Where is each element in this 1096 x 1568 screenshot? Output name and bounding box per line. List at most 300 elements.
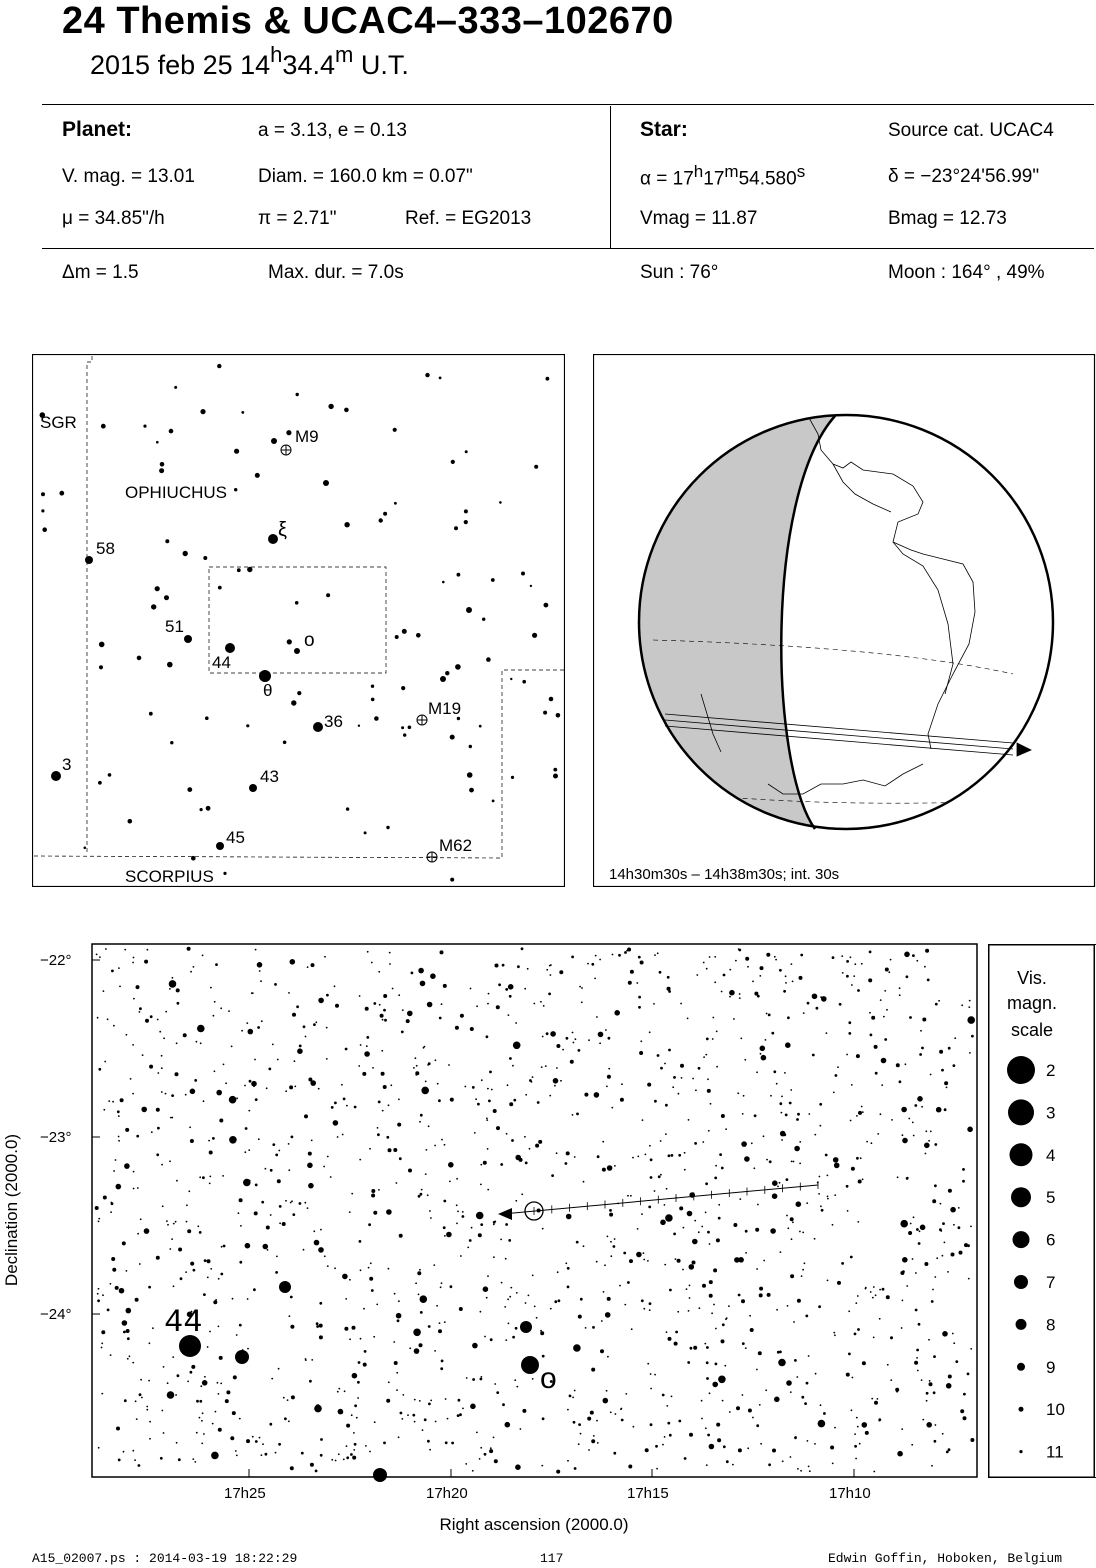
- chart-star: [645, 1448, 649, 1452]
- chart-star: [135, 1298, 139, 1302]
- chart-star: [278, 1443, 281, 1446]
- chart-star: [137, 1233, 139, 1235]
- finder-star: [225, 643, 235, 653]
- chart-star: [136, 1135, 139, 1138]
- chart-star: [232, 1298, 234, 1300]
- chart-star: [376, 1304, 378, 1306]
- chart-star: [861, 1106, 863, 1108]
- chart-star: [970, 1226, 972, 1228]
- chart-star: [292, 1213, 295, 1216]
- chart-star: [858, 1180, 862, 1184]
- chart-star: [113, 1025, 115, 1027]
- chart-star: [366, 1036, 369, 1039]
- chart-star: [716, 1423, 720, 1427]
- chart-star: [854, 963, 856, 965]
- chart-star: [357, 1381, 360, 1384]
- chart-star: [132, 1093, 134, 1095]
- globe-caption: 14h30m30s – 14h38m30s; int. 30s: [609, 866, 840, 883]
- chart-star: [942, 1433, 944, 1435]
- legend-dot: [1007, 1056, 1035, 1084]
- label-43: 43: [260, 767, 279, 786]
- chart-star: [343, 1098, 346, 1101]
- chart-star: [176, 1042, 178, 1044]
- chart-star: [908, 1231, 912, 1235]
- chart-star: [688, 1119, 690, 1121]
- chart-star: [335, 1004, 339, 1008]
- chart-star: [707, 1078, 709, 1080]
- chart-star: [220, 1007, 222, 1009]
- chart-star: [343, 1459, 345, 1461]
- chart-star: [525, 1162, 528, 1165]
- chart-star: [672, 1086, 674, 1088]
- chart-star: [796, 1118, 799, 1121]
- legend-label: 9: [1046, 1357, 1056, 1377]
- chart-star: [914, 1104, 917, 1107]
- finder-star: [216, 842, 224, 850]
- chart-star: [669, 1289, 672, 1292]
- chart-star: [873, 1286, 875, 1288]
- chart-star: [192, 1458, 194, 1460]
- chart-star: [203, 1100, 205, 1102]
- chart-star: [926, 1392, 929, 1395]
- chart-star: [533, 1003, 535, 1005]
- chart-star: [448, 1162, 454, 1168]
- chart-star: [655, 1445, 658, 1448]
- chart-star: [504, 1306, 506, 1308]
- chart-star: [424, 1418, 427, 1421]
- chart-star: [236, 1455, 238, 1457]
- chart-star: [684, 1457, 687, 1460]
- chart-star: [664, 1436, 666, 1438]
- chart-star: [575, 1038, 577, 1040]
- chart-star: [734, 1257, 740, 1263]
- chart-star: [290, 959, 296, 965]
- chart-star: [512, 1336, 515, 1339]
- chart-star: [365, 1007, 369, 1011]
- chart-star: [476, 1432, 478, 1434]
- chart-star: [967, 1373, 970, 1376]
- chart-star: [803, 1012, 805, 1014]
- chart-star: [199, 1417, 201, 1419]
- chart-star: [349, 1211, 351, 1213]
- chart-star: [314, 1240, 320, 1246]
- chart-star: [779, 1351, 782, 1354]
- chart-star: [515, 1327, 518, 1330]
- chart-star: [636, 982, 638, 984]
- chart-star: [556, 1152, 558, 1154]
- finder-star: [511, 776, 514, 779]
- chart-star: [872, 1297, 874, 1299]
- chart-star: [219, 1119, 223, 1123]
- chart-star: [709, 956, 711, 958]
- chart-star: [593, 1435, 595, 1437]
- chart-star: [820, 996, 822, 998]
- chart-star: [833, 1332, 835, 1334]
- chart-star: [267, 1249, 269, 1251]
- chart-star: [259, 1437, 261, 1439]
- chart-star: [668, 1154, 671, 1157]
- finder-star: [328, 404, 333, 409]
- chart-star: [777, 1186, 779, 1188]
- chart-star: [745, 1347, 747, 1349]
- chart-star: [495, 964, 499, 968]
- chart-star: [931, 1465, 933, 1467]
- chart-star: [480, 1447, 482, 1449]
- chart-star: [112, 1268, 116, 1272]
- chart-star: [367, 951, 369, 953]
- chart-star: [816, 1007, 819, 1010]
- chart-star: [209, 1331, 211, 1333]
- chart-star: [261, 1454, 263, 1456]
- chart-star: [352, 1456, 356, 1460]
- chart-star: [480, 1378, 483, 1381]
- chart-star: [277, 1179, 281, 1183]
- chart-star: [857, 1295, 859, 1297]
- chart-star: [796, 1201, 802, 1207]
- chart-star: [393, 1341, 395, 1343]
- chart-star: [848, 1353, 851, 1356]
- chart-star: [778, 1359, 786, 1367]
- chart-star: [932, 1289, 934, 1291]
- chart-star: [303, 1249, 305, 1251]
- chart-star: [412, 1414, 415, 1417]
- chart-star: [421, 1189, 423, 1191]
- chart-star: [402, 1394, 404, 1396]
- chart-star: [218, 1326, 220, 1328]
- label-theta: θ: [263, 681, 273, 700]
- chart-star: [576, 1241, 579, 1244]
- chart-star: [901, 1428, 903, 1430]
- chart-star: [480, 1184, 482, 1186]
- chart-star: [578, 1315, 582, 1319]
- chart-star: [624, 951, 627, 954]
- chart-star: [942, 1222, 945, 1225]
- chart-star: [649, 1145, 651, 1147]
- chart-star: [618, 954, 621, 957]
- legend-dot: [1008, 1099, 1034, 1125]
- chart-star: [444, 1235, 446, 1237]
- chart-star: [904, 952, 910, 958]
- finder-star: [268, 534, 278, 544]
- chart-star: [752, 1417, 754, 1419]
- chart-star: [706, 1377, 709, 1380]
- label-xi: ξ: [278, 519, 287, 541]
- chart-star: [805, 1315, 808, 1318]
- chart-star: [472, 1470, 474, 1472]
- chart-star: [747, 966, 749, 968]
- chart-star: [560, 1080, 562, 1082]
- chart-star: [862, 1111, 864, 1113]
- chart-star: [802, 1269, 804, 1271]
- chart-star: [309, 1380, 312, 1383]
- chart-star: [113, 1170, 115, 1172]
- chart-star: [907, 1177, 909, 1179]
- chart-star: [420, 1311, 423, 1314]
- chart-star: [377, 1133, 380, 1136]
- chart-star: [352, 1326, 356, 1330]
- chart-star: [738, 1294, 741, 1297]
- chart-star: [509, 995, 512, 998]
- chart-star: [505, 1223, 508, 1226]
- chart-star: [565, 1262, 567, 1264]
- chart-star: [494, 1221, 496, 1223]
- chart-star: [739, 1198, 741, 1200]
- chart-star: [208, 1140, 210, 1142]
- footer-page: 117: [540, 1551, 564, 1566]
- finder-star: [247, 567, 252, 572]
- chart-star: [884, 990, 886, 992]
- chart-star: [456, 1178, 458, 1180]
- chart-star: [417, 1271, 421, 1275]
- chart-star: [650, 1373, 652, 1375]
- chart-star: [690, 1347, 693, 1350]
- chart-star: [729, 996, 731, 998]
- chart-star: [480, 1311, 482, 1313]
- chart-star: [709, 1392, 711, 1394]
- chart-star: [714, 981, 716, 983]
- chart-star: [324, 956, 326, 958]
- chart-star: [925, 1130, 927, 1132]
- chart-star: [345, 1298, 347, 1300]
- chart-star: [715, 1328, 717, 1330]
- chart-star: [399, 1157, 402, 1160]
- chart-star: [812, 994, 818, 1000]
- chart-star: [869, 951, 872, 954]
- chart-star: [790, 1217, 794, 1221]
- chart-star: [186, 1221, 188, 1223]
- chart-star: [382, 1110, 384, 1112]
- chart-star: [522, 1409, 526, 1413]
- chart-star: [150, 1015, 153, 1018]
- chart-star: [874, 1401, 878, 1405]
- chart-star: [402, 1009, 404, 1011]
- chart-star: [766, 1013, 768, 1015]
- chart-star: [785, 975, 787, 977]
- chart-star: [303, 1025, 306, 1028]
- event-delta-mag: Δm = 1.5: [62, 262, 139, 283]
- chart-star: [297, 1048, 303, 1054]
- chart-star: [324, 1255, 326, 1257]
- chart-star: [766, 1159, 768, 1161]
- chart-star: [542, 1355, 545, 1358]
- chart-star: [695, 1089, 697, 1091]
- chart-star: [913, 1135, 915, 1137]
- chart-star: [130, 1078, 132, 1080]
- chart-star: [508, 1014, 510, 1016]
- finder-star: [156, 441, 159, 444]
- chart-star: [755, 1228, 759, 1232]
- chart-star: [245, 1243, 251, 1249]
- chart-star: [664, 1204, 666, 1206]
- chart-star: [127, 1358, 129, 1360]
- chart-star: [841, 955, 843, 957]
- finder-star: [167, 662, 173, 668]
- chart-star: [532, 1275, 534, 1277]
- chart-star: [236, 1097, 238, 1099]
- chart-star: [936, 1107, 942, 1113]
- chart-star: [571, 956, 574, 959]
- chart-star: [952, 1333, 954, 1335]
- chart-star: [939, 1050, 943, 1054]
- chart-star: [880, 999, 882, 1001]
- chart-star: [929, 1382, 933, 1386]
- chart-star: [235, 1450, 237, 1452]
- chart-star: [369, 1148, 371, 1150]
- chart-star: [331, 1459, 333, 1461]
- chart-star: [388, 1381, 390, 1383]
- chart-star: [638, 996, 641, 999]
- chart-star: [383, 1009, 386, 1012]
- chart-star: [686, 1288, 688, 1290]
- chart-star: [698, 1231, 700, 1233]
- chart-star: [378, 1189, 380, 1191]
- chart-star: [316, 1322, 319, 1325]
- chart-star: [774, 956, 776, 958]
- chart-star: [525, 1094, 527, 1096]
- chart-star: [493, 1109, 497, 1113]
- chart-star: [611, 1107, 613, 1109]
- chart-star: [521, 947, 524, 950]
- chart-star: [517, 965, 520, 968]
- chart-star: [176, 988, 180, 992]
- chart-star: [846, 975, 849, 978]
- star-delta: δ = −23°24'56.99": [888, 166, 1040, 187]
- chart-star: [579, 986, 581, 988]
- chart-star: [761, 1055, 767, 1061]
- finder-star: [218, 586, 222, 590]
- chart-star: [528, 1295, 530, 1297]
- chart-star: [398, 1300, 400, 1302]
- chart-star: [166, 1220, 168, 1222]
- chart-star: [921, 1379, 923, 1381]
- chart-star: [218, 1428, 222, 1432]
- chart-star: [445, 1398, 447, 1400]
- chart-star: [394, 1361, 398, 1365]
- chart-star: [610, 1255, 612, 1257]
- chart-star: [729, 990, 735, 996]
- chart-star: [120, 1098, 124, 1102]
- chart-star: [515, 1022, 517, 1024]
- chart-star: [294, 1086, 296, 1088]
- chart-star: [534, 1306, 536, 1308]
- chart-star: [706, 1361, 709, 1364]
- chart-star: [478, 1233, 482, 1237]
- chart-star: [742, 1394, 744, 1396]
- chart-star: [527, 968, 529, 970]
- chart-star: [719, 1153, 722, 1156]
- chart-star: [706, 1464, 708, 1466]
- chart-star: [855, 1458, 857, 1460]
- chart-star: [319, 1302, 322, 1305]
- chart-star: [490, 1447, 492, 1449]
- chart-star: [97, 1299, 100, 1302]
- chart-star: [532, 1076, 534, 1078]
- chart-star: [767, 1293, 771, 1297]
- chart-star: [486, 1118, 488, 1120]
- chart-star: [414, 1399, 416, 1401]
- chart-star: [217, 1382, 219, 1384]
- chart-star: [223, 1064, 225, 1066]
- finder-star: [149, 712, 153, 716]
- chart-star: [776, 1309, 778, 1311]
- chart-star: [358, 1361, 361, 1364]
- chart-star: [123, 1331, 126, 1334]
- finder-star: [482, 618, 485, 621]
- finder-star: [439, 377, 442, 380]
- chart-star: [792, 1221, 794, 1223]
- chart-star: [875, 1072, 878, 1075]
- chart-star: [799, 976, 803, 980]
- finder-star: [295, 601, 299, 605]
- event-sun: Sun : 76°: [640, 262, 719, 283]
- chart-star: [930, 1131, 932, 1133]
- chart-star: [753, 1167, 755, 1169]
- chart-star: [190, 1139, 194, 1143]
- chart-star: [698, 1067, 701, 1070]
- chart-star: [480, 1164, 482, 1166]
- chart-star: [886, 1009, 888, 1011]
- chart-star: [514, 1379, 516, 1381]
- chart-star: [326, 1027, 328, 1029]
- chart-star: [566, 1214, 572, 1220]
- chart-star: [447, 1418, 449, 1420]
- chart-star: [496, 1126, 500, 1130]
- chart-star: [308, 1183, 314, 1189]
- chart-star: [832, 1224, 834, 1226]
- chart-star: [435, 1059, 437, 1061]
- chart-star: [386, 1399, 390, 1403]
- chart-star: [598, 1032, 604, 1038]
- chart-star: [401, 1031, 404, 1034]
- chart-star: [587, 1417, 591, 1421]
- chart-star: [202, 1380, 208, 1386]
- chart-star: [292, 1013, 296, 1017]
- label-51: 51: [165, 617, 184, 636]
- chart-star: [509, 1102, 513, 1106]
- finder-star: [386, 826, 389, 829]
- chart-star: [607, 1297, 611, 1301]
- finder-star: [205, 716, 209, 720]
- chart-star: [509, 1296, 511, 1298]
- chart-star: [354, 1443, 357, 1446]
- chart-star: [613, 1245, 616, 1248]
- chart-star: [953, 1224, 955, 1226]
- chart-star: [460, 1255, 462, 1257]
- chart-star: [334, 1267, 336, 1269]
- chart-star: [747, 1447, 749, 1449]
- chart-star: [269, 1423, 272, 1426]
- chart-star: [689, 1264, 695, 1270]
- chart-star: [677, 1259, 681, 1263]
- chart-star: [902, 1134, 904, 1136]
- chart-star: [963, 1416, 967, 1420]
- chart-star: [814, 1443, 816, 1445]
- chart-star: [869, 1012, 871, 1014]
- chart-star: [167, 1382, 169, 1384]
- chart-star: [229, 1136, 237, 1144]
- chart-star: [623, 1252, 626, 1255]
- chart-star: [675, 1258, 677, 1260]
- chart-star: [351, 1193, 353, 1195]
- chart-star: [905, 1063, 907, 1065]
- chart-star: [290, 1202, 292, 1204]
- chart-star: [291, 1136, 294, 1139]
- chart-star: [500, 1163, 503, 1166]
- chart-star: [498, 983, 501, 986]
- chart-star: [609, 1209, 612, 1212]
- chart-star: [139, 1007, 142, 1010]
- chart-star: [251, 1081, 257, 1087]
